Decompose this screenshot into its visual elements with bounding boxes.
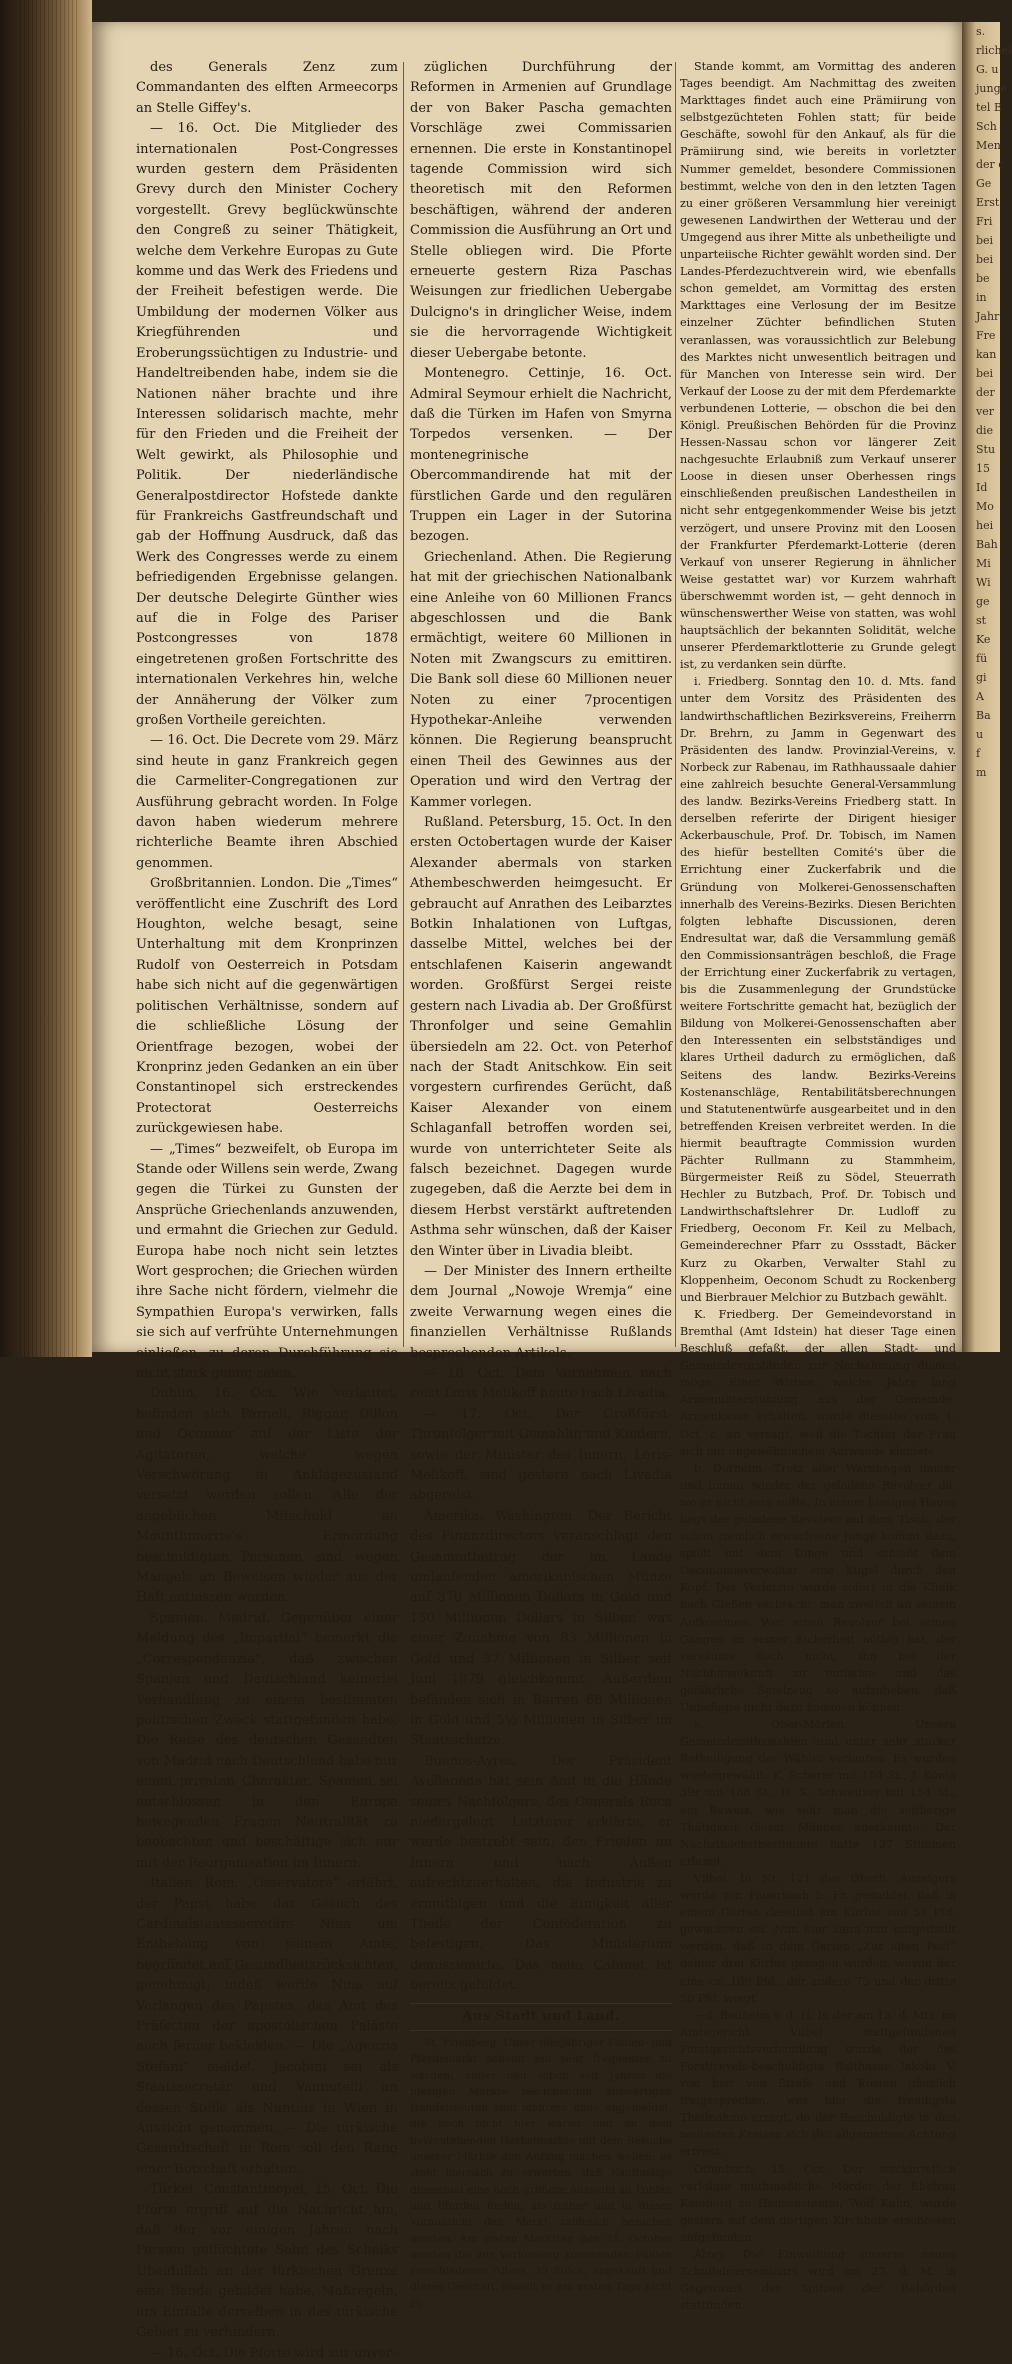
paragraph: —d. Rodheim v. d. H. In der am 13. d. Mts. im Amtsgericht Vilbel stattgefundenen Forstgerichtsverhandlung wurde der des Forstfrevels-beschuldigte Balthasar Jakobi V. von hier von Strafe und Kosten gänzlich freigesprochen, was hier die freudigste Theilnahme erregt, da der Beschuldigte in den weitesten Kreisen sich der allgemeinen Achtung erfreut. [680, 2008, 956, 2159]
paragraph: Großbritannien. London. Die „Times“ veröffentlicht eine Zuschrift des Lord Houghton, welche besagt, seine Unterhaltung mit dem Kronprinzen Rudolf von Oesterreich in Potsdam habe sich nicht auf die gegenwärtigen politischen Verhältnisse, sondern auf die schließliche Lösung der Orientfrage bezogen, wobei der Kronprinz jeden Gedanken an ein über Constantinopel sich erstreckendes Protectorat Oesterreichs zurückgewiesen habe. [136, 876, 398, 1137]
paragraph: züglichen Durchführung der Reformen in Armenien auf Grundlage der von Baker Pascha gemachten Vorschläge zwei Commissarien ernennen. Die erste in Konstantinopel tagende Commission wird sich theoretisch mit den Reformen beschäftigen, während der anderen Commission die Ausführung an Ort und Stelle obliegen wird. Die Pforte erneuerte gestern Riza Paschas Weisungen zur friedlichen Uebergabe Dulcigno's in dringlicher Weise, indem sie die hervorragende Wichtigkeit dieser Uebergabe betonte. [410, 60, 672, 361]
edge-fragment: be [976, 272, 990, 285]
edge-fragment: kan [976, 348, 997, 361]
paragraph: Amerika. Washington. Der Bericht des Finanzdirectors veranschlagt den Gesammtbetrag der im Lande umlaufenden amerikanischen Münze auf 370 Millionen Dollars in Gold und 150 Millionen Dollars in Silber, was einer Zunahme von 83 Millionen in Gold und 37 Millionen in Silber seit Juni 1879 gleichkommt. Außerdem befänden sich in Barren 68 Millionen in Gold und 5½ Millionen in Silber im Staatsschatze. [410, 1508, 672, 1749]
edge-fragment: A [976, 690, 984, 703]
edge-fragment: ge [976, 595, 990, 608]
edge-fragment: ver [976, 405, 994, 418]
edge-fragment: Men [976, 139, 1001, 152]
edge-fragment: m [976, 766, 987, 779]
edge-fragment: Jahr [976, 310, 1000, 323]
paragraph: — Der Minister des Innern ertheilte dem Journal „Nowoje Wremja“ eine zweite Verwarnung wegen eines die finanziellen Verhältnisse Rußlands besprechenden Artikels. [410, 1263, 672, 1361]
edge-fragment: der c [976, 158, 1005, 171]
edge-fragment: G. u [976, 63, 999, 76]
edge-fragment: hei [976, 519, 994, 532]
edge-fragment: bei [976, 367, 994, 380]
edge-fragment: rlichel [976, 44, 1012, 57]
paragraph: Alzey. Die Einweihung unseres neuen Schullehrerseminars wird am 27. d. M. in Gegenwart der Spitzen der Behörden stattfinden. [680, 2248, 956, 2313]
column-rule-2 [675, 62, 676, 1347]
edge-fragment: Stu [976, 443, 996, 456]
paragraph: Rußland. Petersburg, 15. Oct. In den ersten Octobertagen wurde der Kaiser Alexander abermals von starken Athembeschwerden heimgesucht. Er gebraucht auf Anrathen des Leibarztes Botkin Inhalationen von Luftgas, dasselbe Mittel, welches bei der entschlafenen Kaiserin angewandt worden. Großfürst Sergei reiste gestern nach Livadia ab. Der Großfürst Thronfolger und seine Gemahlin übersiedeln am 22. Oct. von Peterhof nach der Stadt Anitschkow. Ein seit vorgestern curfirendes Gerücht, daß Kaiser Alexander von einem Schlaganfall betroffen worden sei, wurde von unterrichteter Seite als falsch bezeichnet. Dagegen wurde zugegeben, daß die Aerzte bei dem in diesem Herbst verstärkt auftretenden Asthma sehr wünschen, daß der Kaiser den Winter über in Livadia bleibt. [410, 815, 672, 1259]
edge-fragment: gi [976, 671, 987, 684]
edge-fragment: Fre [976, 329, 996, 342]
paragraph: des Generals Zenz zum Commandanten des elften Armeecorps an Stelle Giffey's. [136, 60, 398, 116]
paragraph: — 16. Oct. Die Pforte wird zur unver- [150, 2345, 397, 2361]
edge-fragment: Ba [976, 709, 991, 722]
edge-fragment: st [976, 614, 987, 627]
paragraph: Griechenland. Athen. Die Regierung hat mit der griechischen Nationalbank eine Anleihe von 60 Millionen Francs abgeschlossen und die Bank ermächtigt, weitere 60 Millionen in Noten mit Zwangscurs zu emittiren. Die Bank soll diese 60 Millionen neuer Noten zu einer 7procentigen Hypothekar-Anleihe verwenden können. Die Regierung beansprucht einen Theil des Gewinnes aus der Operation und wird den Vertrag der Kammer vorlegen. [410, 549, 672, 810]
column-2-paragraphs [410, 58, 672, 1997]
edge-fragment: u [976, 728, 984, 741]
paragraph: Spanien. Madrid. Gegenüber einer Meldung des „Impartial“ bemerkt die „Correspondenzia“, daß zwischen Spanien und Deutschland keinerlei Verhandlung zu einem bestimmten politischen Zweck stattgefunden habe. Die Reise des deutschen Gesandten von Madrid nach Deutschland habe nur einen privaten Charakter. Spanien sei entschlossen in den Europa bewegenden Fragen Neutralität zu beobachten und beschäftige sich nur mit der Reorganisation im Innern. [136, 1610, 398, 1871]
column-3 [680, 58, 956, 2313]
edge-fragment: bei [976, 234, 994, 247]
paragraph: — 17. Oct. Der Großfürst-Thronfolger mit Gemahlin und Kindern, sowie der Minister des Innern, Loris-Melikoff, sind gestern nach Livadia abgereist. [410, 1406, 672, 1504]
paragraph: i. Friedberg. Sonntag den 10. d. Mts. fand unter dem Vorsitz des Präsidenten des landwirthschaftlichen Bezirksvereins, Freiherrn Dr. Brehrn, zu Jamm in Gegenwart des Präsidenten des landw. Provinzial-Vereins, v. Norbeck zur Rabenau, im Rathhaussaale dahier eine zahlreich besuchte General-Versammlung des landw. Bezirks-Vereins Friedberg statt. In derselben referirte der Dirigent hiesiger Ackerbauschule, Prof. Dr. Tobisch, im Namen des hiefür bestellten Comité's über die Errichtung einer Zuckerfabrik und die Gründung von Molkerei-Genossenschaften innerhalb des Vereins-Bezirks. Diesen Berichten folgten lebhafte Discussionen, deren Endresultat war, daß die Versammlung gemäß den Commissionsanträgen beschloß, die Frage der Errichtung einer Zuckerfabrik zu vertagen, bis die Zusammenlegung der Grundstücke weitere Fortschritte gemacht hat, bezüglich der Bildung von Molkerei-Genossenschaften aber den Interessenten ein selbstständiges und klares Urtheil dadurch zu ermöglichen, daß Seitens des landw. Bezirks-Vereins Kostenanschläge, Rentabilitätsberechnungen und Statutenentwürfe ausgearbeitet und in den betreffenden Kreisen verbreitet werden. In die hiermit beauftragte Commission wurden Pächter Rullmann zu Stammheim, Bürgermeister Reiß zu Södel, Steuerrath Hechler zu Butzbach, Prof. Dr. Tobisch und Landwirthschaftslehrer Dr. Ludloff zu Friedberg, Oeconom Fr. Keil zu Melbach, Gemeinderechner Pfarr zu Ossstadt, Bäcker Kurz zu Okarben, Verwalter Stahl zu Kloppenheim, Oeconom Schudt zu Rockenberg und Bierbrauer Melchior zu Butzbach gewählt. [680, 675, 956, 1304]
paragraph: Italien. Rom. „Osservatore“ erfährt, der Papst habe das Gesuch des Cardinalstaatssecretärs Nina um Enthebung von seinem Amte, begründet auf Gesundheitsrücksichten, genehmigt; indeß werde Nina auf Verlangen des Papstes, das Amt des Präfecten der apostolischen Paläste auch ferner bekleiden. — Die „Agenzia Stefani“ meldet, Jacobini sei als Staatssecretär und Vannutelli an dessen Stelle als Nuntius in Wien in Aussicht genommen. — Die türkische Gesandtschaft in Rom soll den Rang einer Botschaft erhalten. [136, 1876, 398, 2177]
column-2 [410, 58, 672, 2310]
paragraph: Montenegro. Cettinje, 16. Oct. Admiral Seymour erhielt die Nachricht, daß die Türken im Hafen von Smyrna Torpedos versenken. — Der montenegrinische Obercommandirende hat mit der fürstlichen Garde und den regulären Truppen ein Lager in der Sutorina bezogen. [410, 366, 672, 545]
edge-fragment: Ke [976, 633, 991, 646]
edge-fragment: Fri [976, 215, 993, 228]
edge-fragment: der [976, 386, 995, 399]
edge-fragment: Mi [976, 557, 991, 570]
paragraph: Vilbel. In Nr. 121 des Oberh. Anzeigers wurde von Fauerbach b. Fr. gemeldet, daß in einem Garten daselbst ein Kürbis von 51 Pfd. gewachsen sei. Nun hier kann nun mitgetheilt werden, daß in dem Garten „Zur alten Post“ dahier drei Kürbis gezogen wurden, wovon der eine ca. 100 Pfd., der andere 75 und der dritte 50 Pfd. wiegt. [680, 1871, 956, 2005]
edge-fragment: Bah [976, 538, 998, 551]
edge-fragment: Mo [976, 500, 994, 513]
edge-fragment: Erst [976, 196, 1000, 209]
paragraph: — 16. Oct. Die Mitglieder des internationalen Post-Congresses wurden gestern dem Präsidenten Grevy durch den Minister Cochery vorgestellt. Grevy beglückwünschte den Congreß zu seiner Thätigkeit, welche dem Verkehre Europas zu Gute komme und das Werk des Friedens und der Freiheit befestigen werde. Die Umbildung der modernen Völker aus Kriegführenden und Eroberungssüchtigen zu Industrie- und Handeltreibenden habe, indem sie die Nationen näher brachte und ihre Interessen solidarisch machte, mehr für den Frieden und die Freiheit der Welt gewirkt, als Philosophie und Politik. Der niederländische Generalpostdirector Hofstede dankte für Frankreichs Gastfreundschaft und gab der Hoffnung Ausdruck, daß das Werk des Congresses werde zu einem befriedigenden Ergebnisse gelangen. Der deutsche Delegirte Günther wies auf die in Folge des Pariser Postcongresses von 1878 eingetretenen großen Fortschritte des internationalen Verkehres hin, welche der Annäherung der Völker zum großen Vortheile gereichten. [136, 121, 398, 728]
column-1 [136, 58, 399, 2361]
paragraph: — 16. Oct. Dem Vernehmen nach reist Loris Melikoff heute nach Livadia. [410, 1366, 672, 1402]
edge-fragment: f [976, 747, 981, 760]
paragraph: Offenbach, 15. Oct. Der steckbrieflich verfolgte muthmaßliche Mörder der Ehefrau Kamberg zu Heusenstamm, Wolf Kahn, wurde gestern auf dem dortigen Kirchhofe erschossen aufgefunden. [680, 2162, 956, 2244]
paragraph: Dublin, 16. Oct. Wie verlautet, befinden sich Parnell, Biggar, Dillon und Oconnor auf der Liste der Agitatoren, welche wegen Verschwörung in Anklagezustand versetzt werden sollen. Alle der angeblichen Mitschuld an Mounthmorrie's Ermordung beschuldigten Personen sind wegen Mangels an Beweisen wieder aus der Haft entlassen worden. [136, 1386, 398, 1606]
edge-fragment: 15 [976, 462, 990, 475]
section-heading-block [410, 2003, 672, 2031]
edge-fragment: s. [976, 25, 986, 38]
paragraph: K. Friedberg. Der Gemeindevorstand in Bremthal (Amt Idstein) hat dieser Tage einen Beschluß gefaßt, der allen Stadt- und Gemeindevorständen zur Nachahmung dienen möge. Einer Wittwe, welche Jahre lang Armenunterstützung aus der Gemeinde-Armenkasse erhalten, wurde dieselbe vom 1. Oct. c. an versagt, weil die Tochter der Frau sich mit ungewöhnlichem Aufwande kleidete. [680, 1307, 956, 1458]
edge-fragment: tel B [976, 101, 1003, 114]
paragraph: Türkei. Constantinopel, 15. Oct. Die Pforte ergriff auf die Nachricht hin, daß der vor einigen Jahren nach Persien geflüchtete Sohn des Scheiks Ubeidullah an der türkischen Grenze eine Bande gebildet habe, Maßregeln, um Einfälle derselben in das türkische Gebiet zu verhindern. [136, 2182, 398, 2341]
local-news-paragraph: St. Friedberg. Unser diesjähriger Fohlen- und Pferdemarkt scheint ein sehr frequenter zu werden; außer den schon seit Jahren die hiesigen Märkte besuchenden auswärtigen Handelsleuten sind mehrere neue angemeldet, die noch nicht hier waren und an dem bevorstehenden Herbstmarkte mit dem Besuche unserer Märkte den Anfang machen wollen; es steht hiernach zu erwarten, daß Kauflustige diesesmal eine noch größere Auswahl an Fohlen und Pferden finden, als früher und in dieser Voraussicht den Markt zahlreich besuchen werden. Am ersten Markttag den 25. October werden die zur Verloosung kommenden Fohlen verschiedenen Alters, 30 Stück, angekauft und dieses Geschäft, soweit es am ersten Tage nicht zu [410, 2037, 672, 2310]
edge-fragment: Ge [976, 177, 992, 190]
paragraph: Buenos-Ayres. Der Präsident Avellaneda hat sein Amt in die Hände seines Nachfolgers, des Generals Roca niedergelegt. Letzterer erklärte, er werde bestrebt sein, den Frieden im Innern und nach Außen aufrechtzuerhalten, die Industrie zu ermuthigen und die Einigkeit aller Theile der Conföderation zu befestigen. Das Ministerium demissionirte. Das neue Cabinet ist bereits gebildet. [410, 1753, 672, 1994]
paragraph: b. Dorheim. Trotz aller Warnungen immer und immer wieder der geladene Revolver da, wo er nicht sein sollte. In einem hiesigen Hause liegt der geladene Revolver auf dem Tisch, der schon ziemlich erwachsene Junge kommt dazu, spielt mit dem Dinge und schießt dem Oeconomieverwalter eine Kugel durch den Kopf. Der Verletzte wurde sofort in die Klinik nach Gießen verbracht, man zweifelt an seinem Aufkommen. Wer einen Revolver bei seinen Gängen zu seiner Sicherheit nöthig hat, der versäume doch nicht, ihn bei der Nachhausekunft zu entladen und das gefährliche Spielzeug so aufzuheben, daß Unbefugte nicht dazu kommen können. [680, 1461, 956, 1714]
paragraph: Stande kommt, am Vormittag des anderen Tages beendigt. Am Nachmittag des zweiten Markttages findet auch eine Prämiirung von selbstgezüchteten Fohlen statt; für beide Geschäfte, sowohl für den Ankauf, als für die Prämiirung sind, wie bereits in vorletzter Nummer gemeldet, besondere Commissionen bestimmt, welche von den in den letzten Tagen zu einer größeren Versammlung hier vereinigt gewesenen Landwirthen der Wetterau und der Umgegend aus ihrer Mitte als unbetheiligte und unparteiische Richter gewählt worden sind. Der Landes-Pferdezuchtverein wird, wie ebenfalls schon gemeldet, am Vormittag des ersten Markttages eine Verlosung der im Besitze einzelner Züchter befindlichen Stuten veranlassen, was voraussichtlich zur Belebung des Marktes nicht unwesentlich beitragen und für Manchen von Interesse sein wird. Der Verkauf der Loose zu der mit dem Pferdemarkte verbundenen Lotterie, — obschon die bei den Königl. Preußischen Behörden für die Provinz Hessen-Nassau schon vor längerer Zeit nachgesuchte Erlaubniß zum Verkauf unserer Loose in diesen unser Oberhessen rings einschließenden preußischen Landestheilen in nicht sehr entgegenkommender Weise bis jetzt verzögert, und unsere Provinz mit den Loosen der Frankfurter Pferdemarkt-Lotterie (deren Verkauf von unserer Regierung in ähnlicher Weise gestattet war) vor Kurzem wahrhaft überschwemmt worden ist, — geht dennoch in wünschenswerther Weise von statten, was wohl hauptsächlich der bekannten Solidität, welche unserer Pferdemarktlotterie zu Grunde gelegt ist, zu verdanken sein dürfte. [680, 60, 956, 672]
paragraph: — 16. Oct. Die Decrete vom 29. März sind heute in ganz Frankreich gegen die Carmeliter-Congregationen zur Ausführung gebracht worden. In Folge davon haben wiederum mehrere richterliche Beamte ihren Abschied genommen. [136, 733, 398, 871]
edge-fragment: bei [976, 253, 994, 266]
paragraph: s. Ober-Mörlen. Unsere Gemeinderathswahlen sind unter sehr starker Betheiligung der Wähler verlaufen. Es wurden wiedergewählt: K. Scherer mit 184 St., J. König 39r mit 168 St., H. K. Schweitzer mit 154 St., ein Beweis, wie sehr man die seitherige Thätigkeit dieser Männer anerkannte. Der Nächsthöchstbestimmte hatte 137 Stimmen erlangt. [680, 1718, 956, 1868]
edge-fragment: Id [976, 481, 988, 494]
edge-fragment: Sch [976, 120, 997, 133]
edge-fragment: Wi [976, 576, 991, 589]
column-rule-1 [403, 62, 404, 1347]
edge-fragment: fü [976, 652, 988, 665]
paragraph: — „Times“ bezweifelt, ob Europa im Stande oder Willens sein werde, Zwang gegen die Türkei zu Gunsten der Ansprüche Griechenlands anzuwenden, und ermahnt die Griechen zur Geduld. Europa habe noch nicht sein letztes Wort gesprochen; die Griechen würden ihre Sache nicht fördern, vielmehr die Sympathien Europa's verwirken, falls sie sich auf verfrühte Unternehmungen einließen, zu deren Durchführung sie nicht stark genug seien. [136, 1141, 399, 1381]
book-gutter-left [0, 0, 92, 1357]
edge-fragment: die [976, 424, 994, 437]
edge-fragment: in [976, 291, 987, 304]
section-heading: Aus Stadt und Land. [462, 2008, 620, 2024]
next-page-edge [962, 22, 1012, 1352]
edge-fragment: junge [976, 82, 1008, 95]
